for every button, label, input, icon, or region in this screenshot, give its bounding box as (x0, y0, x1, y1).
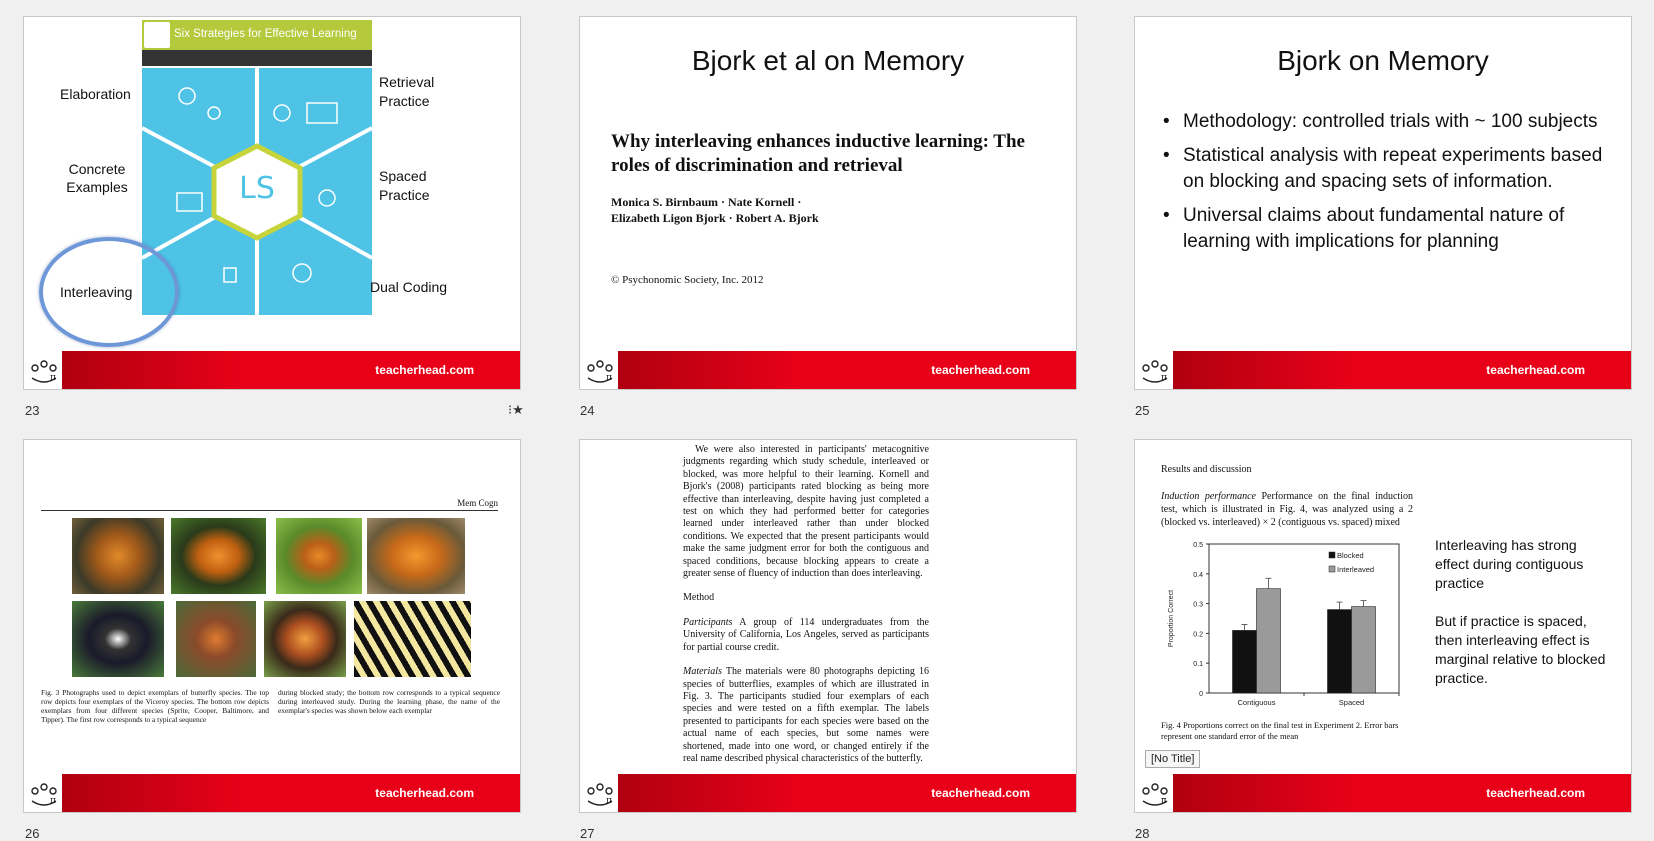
poster-logo-icon (144, 22, 170, 48)
paper-excerpt (683, 444, 929, 777)
butterfly-photos (24, 440, 521, 680)
slide-thumbnail-25[interactable] (1134, 16, 1632, 390)
footer-site: teacherhead.com (375, 363, 474, 377)
slide-number: 25 (1135, 403, 1150, 418)
y-tick-label: 0.3 (1193, 601, 1203, 609)
materials-label: Materials (683, 666, 722, 678)
bullet-item: • Statistical analysis with repeat experiments based on blocking and spacing sets of information. (1163, 143, 1611, 195)
slide-footer (580, 774, 1076, 812)
results-heading: Results and discussion (1161, 464, 1252, 475)
footer-site: teacherhead.com (931, 786, 1030, 800)
induction-text: Performance on the final induction test, which is illustrated in Fig. 4, was analyzed using a 2 (blocked vs. interleaved) × 2 (contiguous vs. spaced) mixed (1161, 491, 1413, 528)
poster-title: Six Strategies for Effective Learning (174, 28, 357, 40)
induction-paragraph (1161, 490, 1413, 529)
slide-footer (580, 351, 1076, 389)
svg-text:π: π (50, 373, 56, 383)
paper-authors-line1: Monica S. Birnbaum · Nate Kornell · (611, 195, 802, 209)
butterfly-photo (72, 601, 164, 677)
label-dual-coding: Dual Coding (370, 279, 448, 295)
teacherhead-logo-icon (584, 354, 616, 386)
label-elaboration: Elaboration (60, 86, 131, 102)
footer-site: teacherhead.com (1486, 363, 1585, 377)
tooltip: [No Title] (1145, 750, 1200, 768)
materials-text: The materials were 80 photographs depicting 16 species of butterflies, examples of which are illustrated in Fig. 3. The participants studied four exemplars of each species and were tested on a fifth exemplar. The labels presented to participants for each species were based on the actual name of each species, but some names were shortened, made into one word, or changed entirely if the real name described physical characteristics of the butterfly. (683, 666, 929, 764)
y-axis-label: Proportion Correct (1168, 589, 1175, 648)
svg-text:π: π (606, 373, 612, 383)
proportion-correct-chart (1161, 536, 1411, 716)
teacherhead-logo-icon (1139, 777, 1171, 809)
butterfly-photo (176, 601, 256, 677)
y-tick-label: 0.5 (1193, 542, 1203, 549)
x-tick-label: Contiguous (1237, 698, 1276, 707)
legend-label: Interleaved (1337, 565, 1375, 574)
label-interleaving: Interleaving (60, 284, 133, 300)
bullet-item: • Methodology: controlled trials with ~ 100 subjects (1163, 109, 1611, 135)
slide-thumbnail-24[interactable] (579, 16, 1077, 390)
figure-caption: Fig. 4 Proportions correct on the final test in Experiment 2. Error bars represent one standard error of the mean (1161, 720, 1399, 741)
teacherhead-logo-icon (1139, 354, 1171, 386)
label-retrieval-practice: Retrieval Practice (379, 74, 435, 109)
bullet-item: • Universal claims about fundamental nature of learning with implications for planning (1163, 203, 1611, 255)
x-tick-label: Spaced (1338, 698, 1365, 707)
footer-site: teacherhead.com (1486, 786, 1585, 800)
bar-interleaved (1257, 589, 1281, 693)
slide-footer (24, 351, 520, 389)
slide-footer (1135, 351, 1631, 389)
star-icon[interactable]: ⁝★ (508, 402, 524, 417)
participants-text: A group of 114 undergraduates from the University of California, Los Angeles, served as participants for partial course credit. (683, 616, 929, 653)
teacherhead-logo-icon (28, 777, 60, 809)
legend-swatch (1329, 566, 1335, 572)
slide-thumbnail-27[interactable] (579, 439, 1077, 813)
teacherhead-logo-icon (584, 777, 616, 809)
butterfly-photo (276, 518, 362, 594)
bar-blocked (1233, 630, 1257, 693)
journal-header: Mem Cogn (457, 498, 498, 508)
legend-label: Blocked (1337, 551, 1364, 560)
butterfly-photo (171, 518, 266, 594)
footer-site: teacherhead.com (931, 363, 1030, 377)
slide-number: 23 (25, 403, 40, 418)
svg-text:π: π (50, 796, 56, 806)
butterfly-photo (72, 518, 164, 594)
y-tick-label: 0.2 (1193, 631, 1203, 639)
slide-number: 24 (580, 403, 595, 418)
y-tick-label: 0 (1199, 691, 1203, 698)
teacherhead-logo-icon (28, 354, 60, 386)
slide-number: 26 (25, 826, 40, 841)
butterfly-photo (354, 601, 471, 677)
paper-paragraph-materials (683, 666, 929, 765)
note-interleaving-contiguous: Interleaving has strong effect during contiguous practice (1435, 537, 1584, 591)
slide-thumbnail-26[interactable] (23, 439, 521, 813)
butterfly-photo (264, 601, 346, 677)
label-concrete-examples: Concrete Examples (66, 161, 128, 195)
footer-site: teacherhead.com (375, 786, 474, 800)
figure-caption-right: during blocked study; the bottom row corresponds to a typical sequence during interleaved study. During the learning phase, the name of the exemplar's species was shown below each exemplar (278, 688, 500, 715)
svg-text:π: π (1161, 796, 1167, 806)
slide-number: 28 (1135, 826, 1150, 841)
bullet-list (1163, 109, 1611, 263)
highlight-ellipse (39, 237, 179, 347)
slide-footer (1135, 774, 1631, 812)
svg-text:π: π (606, 796, 612, 806)
paper-authors-line2: Elizabeth Ligon Bjork · Robert A. Bjork (611, 211, 819, 225)
slide-number: 27 (580, 826, 595, 841)
paper-title: Why interleaving enhances inductive learning: The roles of discrimination and retrieval (611, 131, 1025, 176)
slide-thumbnail-28[interactable] (1134, 439, 1632, 813)
label-spaced-practice: Spaced Practice (379, 168, 430, 203)
y-tick-label: 0.4 (1193, 571, 1203, 579)
bar-interleaved (1352, 607, 1376, 693)
slide-thumbnail-23[interactable] (23, 16, 521, 390)
paper-copyright: © Psychonomic Society, Inc. 2012 (611, 274, 764, 286)
figure-caption-left: Fig. 3 Photographs used to depict exemplars of butterfly species. The top row depicts four exemplars of the Viceroy species. The bottom row depicts exemplars from four different species (Sprite, Cooper, Baltimore, and Tipper). The first row corresponds to a typical sequence (41, 688, 269, 724)
svg-text:LS: LS (239, 171, 275, 206)
svg-text:π: π (1161, 373, 1167, 383)
section-heading-method: Method (683, 592, 715, 604)
participants-label: Participants (683, 616, 733, 628)
slide-title: Bjork et al on Memory (691, 45, 965, 76)
induction-label: Induction performance (1161, 491, 1256, 502)
note-interleaving-spaced: But if practice is spaced, then interleaving effect is marginal relative to blocked practice. (1435, 613, 1606, 686)
bar-blocked (1328, 610, 1352, 693)
y-tick-label: 0.1 (1193, 661, 1203, 669)
legend-swatch (1329, 552, 1335, 558)
paper-paragraph-participants (683, 617, 929, 654)
slide-footer (24, 774, 520, 812)
paper-paragraph: We were also interested in participants' metacognitive judgments regarding which study schedule, interleaved or blocked, was more helpful to their learning. Kornell and Bjork's (2008) participants rated blocking as being more effective than interleaving, despite having just completed a test on which they had performed better for categories learned under interleaved rather than under blocked conditions. We expected that the present participants would make the same judgment error for both the contiguous and spaced conditions, because blocking appears to create a greater sense of fluency of induction than does interleaving. (683, 444, 929, 580)
slide-title: Bjork on Memory (1277, 45, 1489, 76)
butterfly-photo (367, 518, 465, 594)
